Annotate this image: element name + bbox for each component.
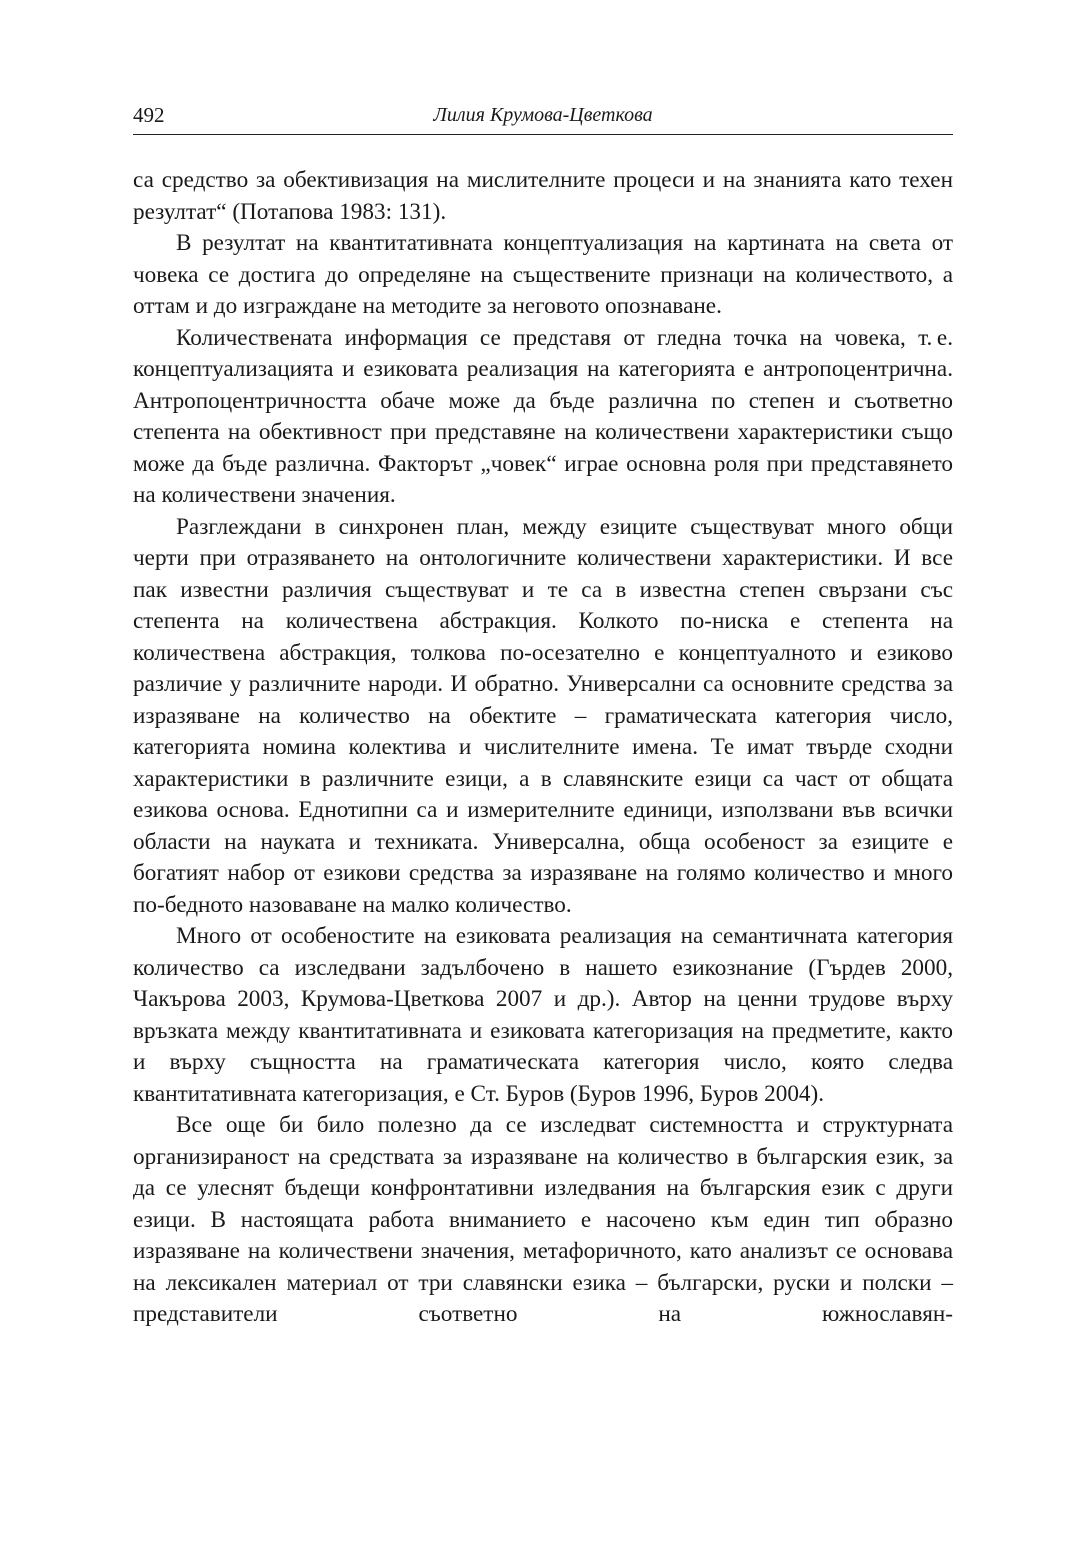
paragraph: В резултат на квантитативната концептуализация на картината на света от човека се достига до определяне на съществените признаци на количеството, а оттам и до изграждане на методите за неговото опознаване.	[133, 230, 953, 319]
page-header	[133, 100, 953, 135]
paragraph: са средство за обективизация на мислителните процеси и на знанията като техен резултат“ (Потапова 1983: 131).	[133, 167, 953, 225]
paragraph: Все още би било полезно да се изследват системността и структурната организираност на средствата за изразяване на количество в българския език, за да се улеснят бъдещи конфронтативни изледвания на българския език с други езици. В настоящата работа вниманието е насочено към един тип образно изразяване на количествени значения, метафоричното, като анализът се основава на лексикален материал от три славянски езика – български, руски и полски – представители съответно на южнославян-	[133, 1112, 953, 1327]
paragraph: Количествената информация се представя от гледна точка на човека, т. е. концептуализацията и езиковата реализация на категорията е антропоцентрична. Антропоцентричността обаче може да бъде различна по степен и съответно степента на обективност при представяне на количествени характеристики също може да бъде различна. Факторът „човек“ играе основна роля при представянето на количествени значения.	[133, 324, 953, 508]
body-text	[133, 165, 953, 1331]
page-number: 492	[133, 103, 165, 127]
paragraph: Много от особеностите на езиковата реализация на семантичната категория количество са изследвани задълбочено в нашето езикознание (Гърдев 2000, Чакърова 2003, Крумова-Цветкова 2007 и др.). Автор на ценни трудове върху връзката между квантитативната и езиковата категоризация на предметите, както и върху същността на граматическата категория число, която следва квантитативната категоризация, е Ст. Буров (Буров 1996, Буров 2004).	[133, 923, 953, 1107]
paragraph: Разглеждани в синхронен план, между езиците съществуват много общи черти при отразяването на онтологичните количествени характеристики. И все пак известни различия съществуват и те са в известна степен свързани със степента на количествена абстракция. Колкото по-ниска е степента на количествена абстракция, толкова по-осезателно е концептуалното и езиково различие у различните народи. И обратно. Универсални са основните средства за изразяване на количество на обектите – граматическата категория число, категорията номина колектива и числителните имена. Те имат твърде сходни характеристики в различните езици, а в славянските езици са част от общата езикова основа. Еднотипни са и измерителните единици, използвани във всички области на науката и техниката. Универсална, обща особеност за езиците е богатият набор от езикови средства за изразяване на голямо количество и много по-бедното назоваване на малко количество.	[133, 513, 953, 918]
running-head-author: Лилия Крумова-Цветкова	[433, 104, 653, 126]
